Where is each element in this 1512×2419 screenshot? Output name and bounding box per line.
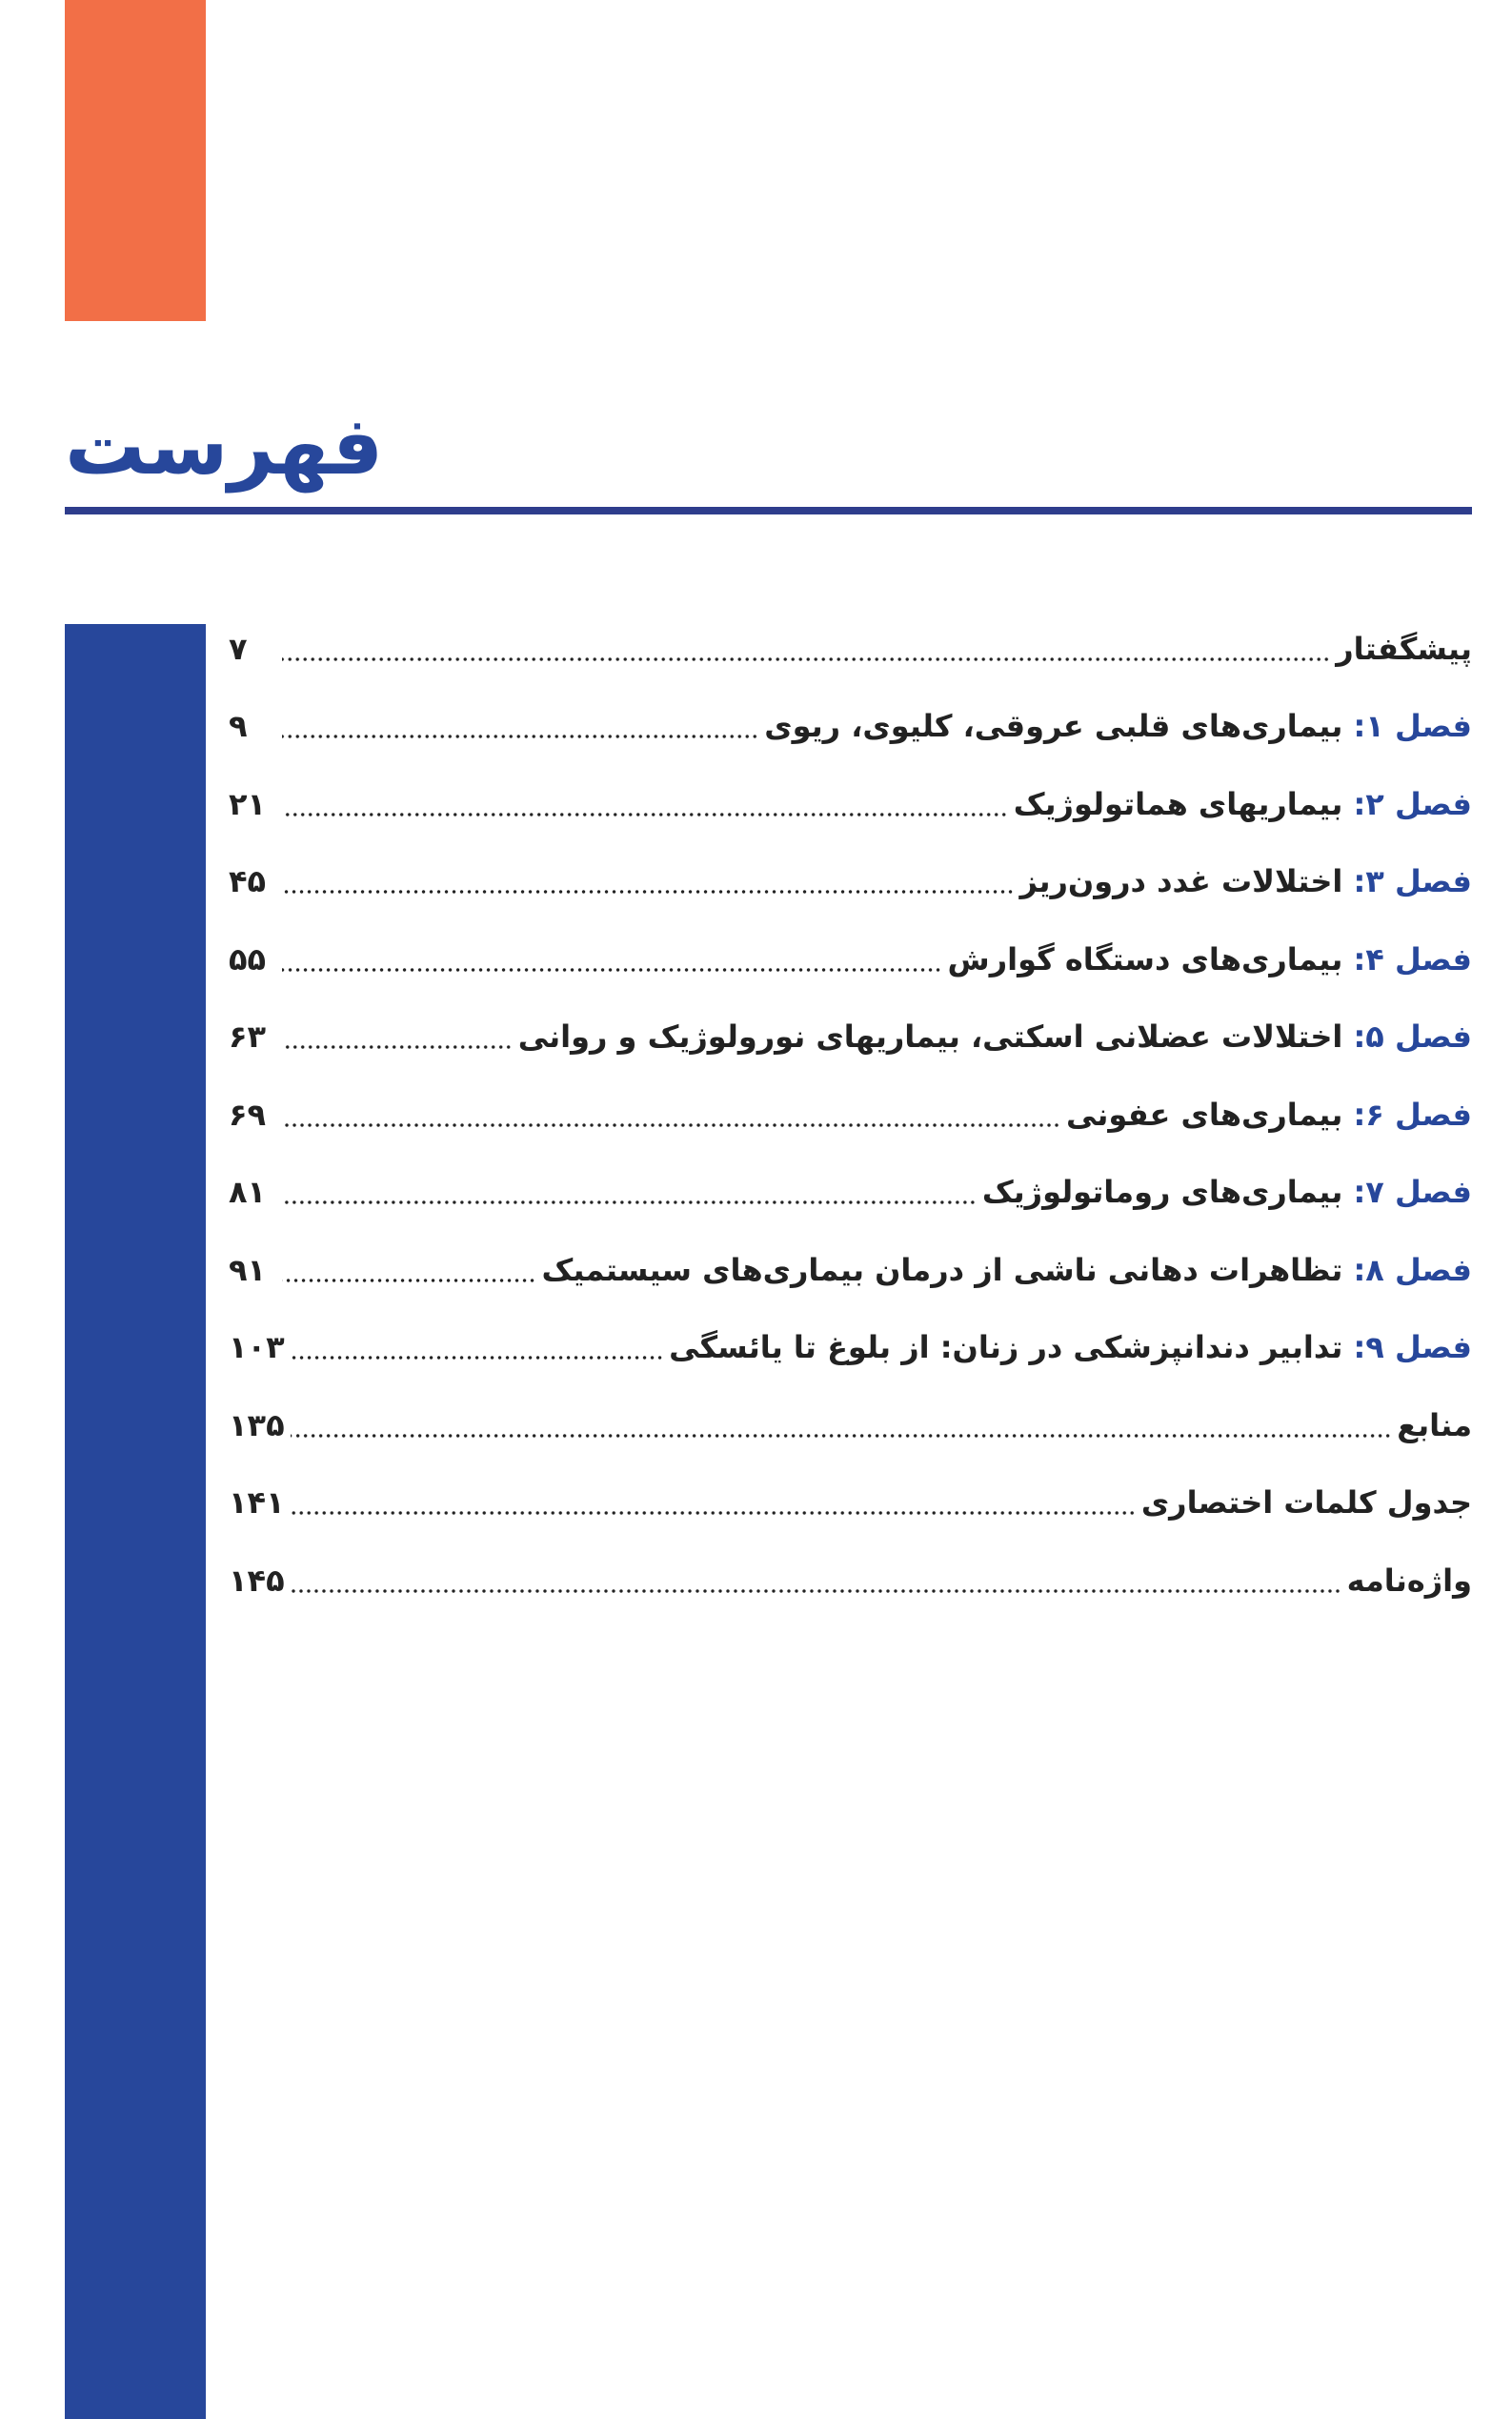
toc-entry-chapter-2[interactable] [229,765,1472,843]
toc-leader-dots [291,1589,1341,1593]
toc-page-number: ۴۵ [229,863,267,900]
toc-page-number: ۷ [229,630,248,667]
toc-page-number: ۱۴۵ [229,1562,285,1599]
toc-entry-chapter-8[interactable] [229,1231,1472,1309]
toc-leader-dots [291,1511,1136,1515]
toc-entry-references[interactable] [229,1386,1472,1464]
toc-leader-dots [282,1045,513,1049]
toc-entry-chapter-7[interactable] [229,1154,1472,1232]
page-title: فهرست [65,399,384,493]
toc-leader-dots [282,1200,977,1204]
toc-entry-title: پیشگفتار [1336,630,1472,667]
toc-entry-title: فصل ۲: بیماریهای هماتولوژیک [1013,785,1472,822]
toc-entry-title: فصل ۱: بیماری‌های قلبی عروقی، کلیوی، ریوی [764,708,1472,745]
toc-entry-title: جدول کلمات اختصاری [1140,1484,1472,1522]
toc-entry-title: فصل ۷: بیماری‌های روماتولوژیک [981,1174,1472,1211]
toc-page-number: ۱۳۵ [229,1406,285,1443]
toc-leader-dots [282,1123,1060,1127]
toc-entry-chapter-4[interactable] [229,920,1472,998]
toc-page-number: ۸۱ [229,1174,267,1211]
orange-accent-bar [65,0,206,321]
toc-entry-title: فصل ۶: بیماری‌های عفونی [1066,1096,1472,1133]
toc-page-number: ۲۱ [229,785,267,822]
toc-entry-title: فصل ۹: تدابیر دندانپزشکی در زنان: از بلوغ تا یائسگی [669,1329,1472,1366]
toc-page-number: ۹ [229,708,248,745]
toc-entry-chapter-6[interactable] [229,1076,1472,1154]
toc-entry-title: فصل ۵: اختلالات عضلانی اسکتی، بیماریهای نورولوژیک و روانی [517,1018,1472,1056]
toc-leader-dots [282,890,1015,894]
toc-entry-abbreviations[interactable] [229,1464,1472,1542]
title-divider [65,507,1472,514]
toc-page-number: ۱۰۳ [229,1329,285,1366]
toc-entry-title: فصل ۳: اختلالات غدد درون‌ریز [1019,863,1472,900]
toc-page-number: ۱۴۱ [229,1484,285,1522]
toc-entry-chapter-9[interactable] [229,1309,1472,1387]
toc-entry-preface[interactable] [229,610,1472,688]
toc-leader-dots [291,1356,664,1360]
toc-entry-title: فصل ۸: تظاهرات دهانی ناشی از درمان بیماری‌های سیستمیک [541,1251,1472,1288]
toc-leader-dots [282,657,1330,661]
toc-page-number: ۶۹ [229,1096,267,1133]
toc-page-number: ۶۳ [229,1018,267,1056]
toc-entry-chapter-5[interactable] [229,998,1472,1077]
toc-entry-title: واژه‌نامه [1346,1562,1472,1599]
table-of-contents [229,610,1472,1620]
toc-page-number: ۵۵ [229,940,267,978]
toc-leader-dots [291,1434,1392,1438]
toc-leader-dots [282,813,1008,816]
toc-entry-title: منابع [1397,1406,1472,1443]
toc-leader-dots [282,968,942,972]
toc-leader-dots [282,1279,536,1282]
toc-leader-dots [282,735,758,738]
toc-entry-chapter-1[interactable] [229,688,1472,766]
toc-page-number: ۹۱ [229,1251,267,1288]
toc-entry-title: فصل ۴: بیماری‌های دستگاه گوارش [947,940,1472,978]
toc-entry-glossary[interactable] [229,1542,1472,1620]
blue-side-bar [65,624,206,2419]
toc-entry-chapter-3[interactable] [229,843,1472,921]
